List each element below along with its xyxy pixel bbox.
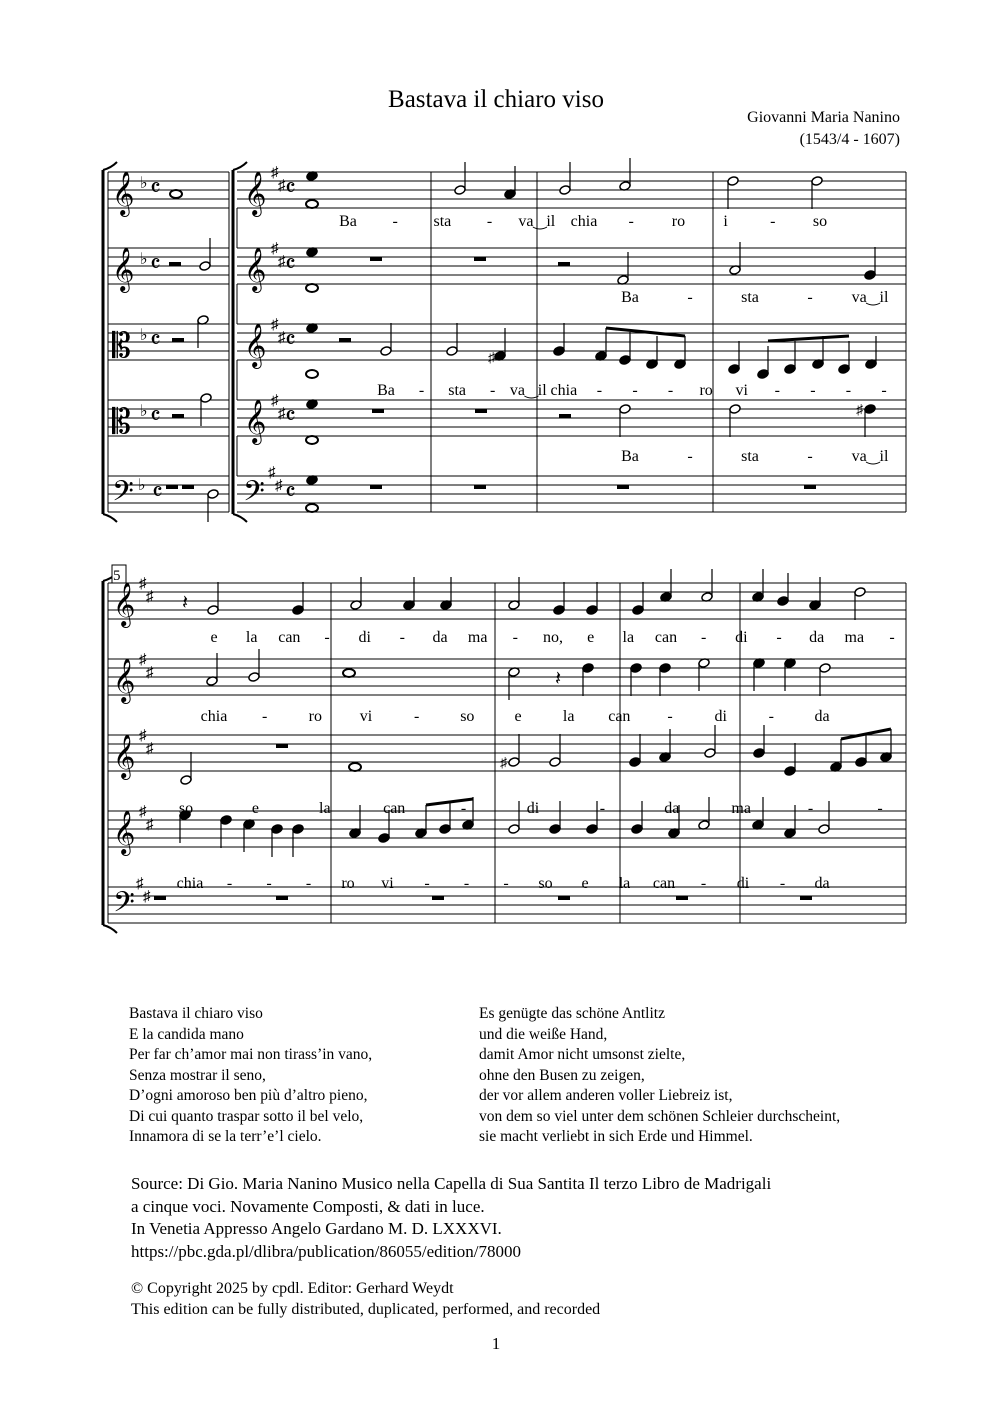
lyric-syllable: va‿il xyxy=(518,213,556,230)
sharp-icon: ♯ xyxy=(271,165,279,181)
note-head xyxy=(586,824,598,835)
lyric-syllable: da xyxy=(814,708,830,725)
note-head xyxy=(553,346,565,357)
lyric-syllable: - xyxy=(877,800,883,817)
poem-line: ohne den Busen zu zeigen, xyxy=(479,1066,645,1084)
lyric-syllable: ro xyxy=(341,875,355,892)
lyric-syllable: vi xyxy=(735,382,748,399)
note-head xyxy=(553,605,565,616)
common-time-icon: 𝄴 xyxy=(285,176,296,202)
common-time-icon: 𝄴 xyxy=(150,404,161,430)
sharp-icon: ♯ xyxy=(139,804,147,820)
lyric-syllable: e xyxy=(514,708,522,725)
whole-rest xyxy=(432,896,444,900)
lyric-syllable: chia xyxy=(200,708,228,725)
note-head xyxy=(659,663,671,674)
poem-line: Bastava il chiaro viso xyxy=(129,1005,263,1022)
lyric-syllable: - xyxy=(881,382,887,399)
lyric-syllable: so xyxy=(178,800,194,817)
lyric-syllable: - xyxy=(889,629,895,646)
bracket-hook xyxy=(103,925,117,933)
sharp-icon: ♯ xyxy=(278,178,286,194)
lyric-syllable: - xyxy=(807,289,813,306)
treble-clef-icon: 𝄞 xyxy=(244,173,267,215)
sharp-icon: ♯ xyxy=(271,393,279,409)
treble-clef-icon: 𝄞 xyxy=(112,249,135,291)
lyric-syllable: - xyxy=(226,875,233,892)
sharp-icon: ♯ xyxy=(856,403,863,418)
sharp-icon: ♯ xyxy=(146,741,154,757)
lyric-syllable: - xyxy=(486,213,493,230)
lyric-syllable: - xyxy=(700,875,707,892)
lyric-syllable: ro xyxy=(699,382,713,399)
alto-clef-icon: 𝄡 xyxy=(112,404,131,441)
poem-german xyxy=(479,1004,840,1148)
poem-line: Es genügte das schöne Antlitz xyxy=(479,1005,665,1022)
lyric-syllable: chia xyxy=(570,213,598,230)
sharp-icon: ♯ xyxy=(139,576,147,592)
lyric-syllable: da xyxy=(809,629,825,646)
half-rest xyxy=(559,414,571,418)
note-head xyxy=(439,824,451,835)
note-head xyxy=(784,766,796,777)
lyric-syllable: - xyxy=(807,800,814,817)
poem-line: Per far ch’amor mai non tirass’in vano, xyxy=(129,1046,373,1063)
treble-clef-icon: 𝄞 xyxy=(113,584,136,626)
common-time-icon: 𝄴 xyxy=(152,480,163,506)
whole-rest xyxy=(370,257,382,261)
whole-rest xyxy=(166,485,178,489)
whole-rest xyxy=(475,409,487,413)
lyric-syllable: so xyxy=(812,213,828,230)
sharp-icon: ♯ xyxy=(268,465,276,481)
note-head xyxy=(559,185,571,196)
note-head xyxy=(582,663,594,674)
source-link[interactable]: https://pbc.gda.pl/dlibra/publication/86055/edition/78000 xyxy=(131,1241,522,1261)
whole-rest xyxy=(372,409,384,413)
whole-rest xyxy=(182,485,194,489)
note-head xyxy=(818,824,830,835)
lyric-syllable: - xyxy=(599,800,606,817)
note-head xyxy=(811,176,823,187)
lyric-syllable: no, xyxy=(543,629,563,646)
note-head xyxy=(632,605,644,616)
note-head xyxy=(549,824,561,835)
note-head xyxy=(704,748,716,759)
common-time-icon: 𝄴 xyxy=(285,480,296,506)
lyric-syllable: - xyxy=(463,875,470,892)
common-time-icon: 𝄴 xyxy=(150,328,161,354)
source-note xyxy=(131,1173,771,1263)
half-rest xyxy=(558,262,570,266)
sharp-icon: ♯ xyxy=(136,876,144,892)
note-head xyxy=(629,757,641,768)
lyric-syllable: - xyxy=(503,875,509,892)
note-head xyxy=(549,757,561,768)
common-time-icon: 𝄴 xyxy=(285,252,296,278)
poem-line: Di cui quanto traspar sotto il bel velo, xyxy=(129,1107,364,1125)
lyric-syllable: da xyxy=(664,800,680,817)
lyric-syllable: e xyxy=(251,800,259,817)
poem-line: damit Amor nicht umsonst zielte, xyxy=(479,1046,686,1063)
sharp-icon: ♯ xyxy=(271,241,279,257)
lyric-syllable: sta xyxy=(433,213,452,230)
sharp-icon: ♯ xyxy=(146,817,154,833)
note-head xyxy=(200,393,212,404)
sharp-icon: ♯ xyxy=(278,330,286,346)
staff-lines xyxy=(108,172,906,923)
whole-rest xyxy=(370,485,382,489)
whole-rest xyxy=(474,485,486,489)
lyric-syllable: - xyxy=(687,448,693,465)
lyric-syllable: - xyxy=(414,708,420,725)
note-head xyxy=(619,355,631,366)
lyric-syllable: - xyxy=(667,708,673,725)
note-head xyxy=(727,176,739,187)
lyric-syllable: di xyxy=(735,629,748,646)
lyric-syllable: di xyxy=(358,629,371,646)
sharp-icon: ♯ xyxy=(139,728,147,744)
note-head xyxy=(630,663,642,674)
copyright-line: © Copyright 2025 by cpdl. Editor: Gerhard Weydt xyxy=(131,1280,454,1297)
sharp-icon: ♯ xyxy=(143,889,151,905)
lyric-syllable: ma xyxy=(731,800,751,817)
lyric-syllable: can xyxy=(652,875,676,892)
lyric-syllable: i xyxy=(723,213,728,230)
note-head xyxy=(378,833,390,844)
note-head xyxy=(508,824,520,835)
half-rest xyxy=(172,338,184,342)
lyric-syllable: va‿il xyxy=(851,289,889,306)
lyric-syllable: can xyxy=(654,629,678,646)
bracket-hook xyxy=(233,162,247,170)
sharp-icon: ♯ xyxy=(146,589,154,605)
lyric-syllable: so xyxy=(538,875,553,892)
lyric-syllable: - xyxy=(667,382,674,399)
common-time-icon: 𝄴 xyxy=(150,252,161,278)
poem-line: Senza mostrar il seno, xyxy=(129,1066,266,1084)
half-rest xyxy=(172,414,184,418)
lyric-syllable: la xyxy=(245,629,258,646)
whole-note xyxy=(306,284,318,292)
lyric-syllable: - xyxy=(490,382,496,399)
note-head xyxy=(292,605,304,616)
sharp-icon: ♯ xyxy=(271,317,279,333)
lyric-syllable: - xyxy=(807,448,813,465)
composer-name: Giovanni Maria Nanino xyxy=(747,109,900,126)
note-head xyxy=(753,748,765,759)
flat-icon: ♭ xyxy=(140,251,148,268)
note-head xyxy=(220,815,232,826)
lyric-syllable: - xyxy=(779,875,786,892)
poem-line: von dem so viel unter dem schönen Schleier durchscheint, xyxy=(479,1107,841,1125)
lyric-syllable: so xyxy=(460,708,475,725)
whole-rest xyxy=(804,485,816,489)
half-rest xyxy=(169,262,181,266)
license-line: This edition can be fully distributed, duplicated, performed, and recorded xyxy=(131,1300,601,1318)
whole-rest xyxy=(474,257,486,261)
lyric-syllable: - xyxy=(418,382,425,399)
treble-clef-icon: 𝄞 xyxy=(244,325,267,367)
lyric-syllable: - xyxy=(768,708,774,725)
lyric-syllable: e xyxy=(581,875,589,892)
poem-line: Innamora di se la terr’e’l cielo. xyxy=(129,1128,322,1145)
lyric-syllable: la xyxy=(562,708,575,725)
lyric-syllable: ro xyxy=(671,213,686,230)
bracket-hook xyxy=(233,514,247,522)
lyric-syllable: la xyxy=(618,875,631,892)
note-head xyxy=(207,489,219,500)
note-head xyxy=(777,596,789,607)
lyric-syllable: - xyxy=(424,875,430,892)
common-time-icon: 𝄴 xyxy=(285,404,296,430)
whole-rest xyxy=(617,485,629,489)
lyric-syllable: Ba xyxy=(621,289,639,306)
poem-line: sie macht verliebt in sich Erde und Himmel. xyxy=(479,1128,753,1145)
treble-clef-icon: 𝄞 xyxy=(113,736,136,778)
poem-line: E la candida mano xyxy=(129,1025,244,1043)
lyric-syllable: - xyxy=(845,382,852,399)
whole-rest xyxy=(676,896,688,900)
lyric-syllable: - xyxy=(687,289,693,306)
flat-icon: ♭ xyxy=(140,403,148,420)
note-head xyxy=(207,605,219,616)
whole-rest xyxy=(276,744,288,748)
lyric-syllable: di xyxy=(526,800,540,817)
lyric-syllable: sta xyxy=(741,448,759,465)
treble-clef-icon: 𝄞 xyxy=(244,401,267,443)
quarter-rest-icon: 𝄽 xyxy=(182,592,189,614)
lyric-syllable: - xyxy=(596,382,603,399)
lyric-syllable: - xyxy=(701,629,707,646)
lyric-syllable: - xyxy=(512,629,518,646)
lyric-syllable: - xyxy=(632,382,638,399)
note-head xyxy=(631,824,643,835)
lyric-syllable: e xyxy=(587,629,595,646)
whole-rest xyxy=(800,896,812,900)
note-head xyxy=(180,775,192,786)
lyric-syllable: - xyxy=(392,213,398,230)
lyric-syllable: Ba xyxy=(377,382,395,399)
note-head xyxy=(454,185,466,196)
lyric-syllable: da xyxy=(432,629,448,646)
lyric-syllable: - xyxy=(774,382,780,399)
sharp-icon: ♯ xyxy=(139,652,147,668)
lyrics xyxy=(177,213,895,892)
alto-clef-icon: 𝄡 xyxy=(112,328,131,365)
lyric-syllable: - xyxy=(810,382,816,399)
bracket-hook xyxy=(103,162,117,170)
note-head xyxy=(292,824,304,835)
sharp-icon: ♯ xyxy=(278,254,286,270)
whole-note xyxy=(306,436,318,444)
whole-note xyxy=(349,763,361,771)
bass-clef-icon: 𝄢 xyxy=(113,888,135,925)
whole-note xyxy=(306,370,318,378)
source-line: Source: Di Gio. Maria Nanino Musico nella Capella di Sua Santita Il terzo Libro de Madrigali xyxy=(131,1174,772,1193)
treble-clef-icon: 𝄞 xyxy=(112,173,135,215)
quarter-rest-icon: 𝄽 xyxy=(555,668,562,690)
poem-line: der vor allem anderen voller Liebreiz ist, xyxy=(479,1087,733,1104)
lyric-syllable: - xyxy=(262,708,268,725)
bass-clef-icon: 𝄢 xyxy=(243,477,265,514)
lyric-syllable: - xyxy=(399,629,405,646)
note-head xyxy=(271,824,283,835)
bass-clef-icon: 𝄢 xyxy=(112,477,134,514)
lyric-syllable: ro xyxy=(308,708,322,725)
note-head xyxy=(508,757,520,768)
lyric-syllable: vi xyxy=(381,875,394,892)
treble-clef-icon: 𝄞 xyxy=(244,249,267,291)
treble-clef-icon: 𝄞 xyxy=(113,660,136,702)
source-line: In Venetia Appresso Angelo Gardano M. D. LXXXVI. xyxy=(131,1219,502,1238)
lyric-syllable: va‿il xyxy=(509,382,547,399)
sharp-icon: ♯ xyxy=(488,351,495,366)
poem-italian xyxy=(129,1004,372,1148)
lyric-syllable: la xyxy=(622,629,635,646)
sharp-icon: ♯ xyxy=(146,665,154,681)
lyric-syllable: - xyxy=(305,875,312,892)
whole-rest xyxy=(558,896,570,900)
common-time-icon: 𝄴 xyxy=(150,176,161,202)
lyric-syllable: can xyxy=(608,708,631,725)
note-head xyxy=(728,364,740,375)
note-head xyxy=(864,404,876,415)
note-head xyxy=(819,663,831,674)
note-head xyxy=(248,672,260,683)
lyric-syllable: - xyxy=(628,213,634,230)
whole-rest xyxy=(276,896,288,900)
poem-line: und die weiße Hand, xyxy=(479,1025,608,1043)
note-head xyxy=(446,346,458,357)
note-head xyxy=(854,587,866,598)
whole-note xyxy=(306,504,318,512)
note-head xyxy=(855,757,867,768)
source-line: a cinque voci. Novamente Composti, & dati in luce. xyxy=(131,1196,485,1216)
lyric-syllable: - xyxy=(460,800,467,817)
flat-icon: ♭ xyxy=(138,477,146,494)
lyric-syllable: - xyxy=(776,629,782,646)
flat-icon: ♭ xyxy=(140,327,148,344)
flat-icon: ♭ xyxy=(140,175,148,192)
page-number: 1 xyxy=(491,1334,501,1353)
lyric-syllable: la xyxy=(319,800,331,817)
page-title: Bastava il chiaro viso xyxy=(388,86,604,113)
note-head xyxy=(380,346,392,357)
measure-number: 5 xyxy=(113,568,121,584)
lyric-syllable: - xyxy=(266,875,272,892)
whole-note xyxy=(343,669,355,677)
lyric-syllable: chia xyxy=(550,382,578,399)
lyric-syllable: e xyxy=(210,629,218,646)
lyric-syllable: va‿il xyxy=(851,448,889,465)
lyric-syllable: sta xyxy=(741,289,759,306)
lyric-syllable: - xyxy=(770,213,776,230)
note-head xyxy=(784,364,796,375)
beam xyxy=(768,336,849,341)
note-head xyxy=(729,404,741,415)
lyric-syllable: da xyxy=(814,875,830,892)
whole-note xyxy=(170,190,182,198)
treble-clef-icon: 𝄞 xyxy=(113,812,136,854)
whole-note xyxy=(306,200,318,208)
poem-line: D’ogni amoroso ben più d’altro pieno, xyxy=(129,1087,368,1104)
whole-rest xyxy=(154,896,166,900)
lyric-syllable: di xyxy=(736,875,750,892)
lyric-syllable: can xyxy=(278,629,301,646)
note-head xyxy=(586,605,598,616)
beam xyxy=(606,328,685,336)
note-head xyxy=(199,261,211,272)
copyright-note xyxy=(131,1279,600,1320)
lyric-syllable: chia xyxy=(176,875,204,892)
lyric-syllable: can xyxy=(383,800,406,817)
sharp-icon: ♯ xyxy=(275,478,283,494)
lyric-syllable: Ba xyxy=(339,213,357,230)
sharp-icon: ♯ xyxy=(278,406,286,422)
note-head xyxy=(838,364,850,375)
lyric-syllable: vi xyxy=(359,708,373,725)
half-rest xyxy=(339,338,351,342)
lyric-syllable: di xyxy=(714,708,727,725)
note-head xyxy=(757,369,769,380)
common-time-icon: 𝄴 xyxy=(285,328,296,354)
lyric-syllable: sta xyxy=(448,382,467,399)
lyric-syllable: - xyxy=(324,629,330,646)
note-head xyxy=(864,270,876,281)
note-head xyxy=(619,404,631,415)
lyric-syllable: Ba xyxy=(621,448,639,465)
lyric-syllable: ma xyxy=(467,629,488,646)
bracket-hook xyxy=(103,514,117,522)
sharp-icon: ♯ xyxy=(500,756,507,771)
lyric-syllable: ma xyxy=(844,629,865,646)
composer-dates: (1543/4 - 1607) xyxy=(799,131,900,148)
